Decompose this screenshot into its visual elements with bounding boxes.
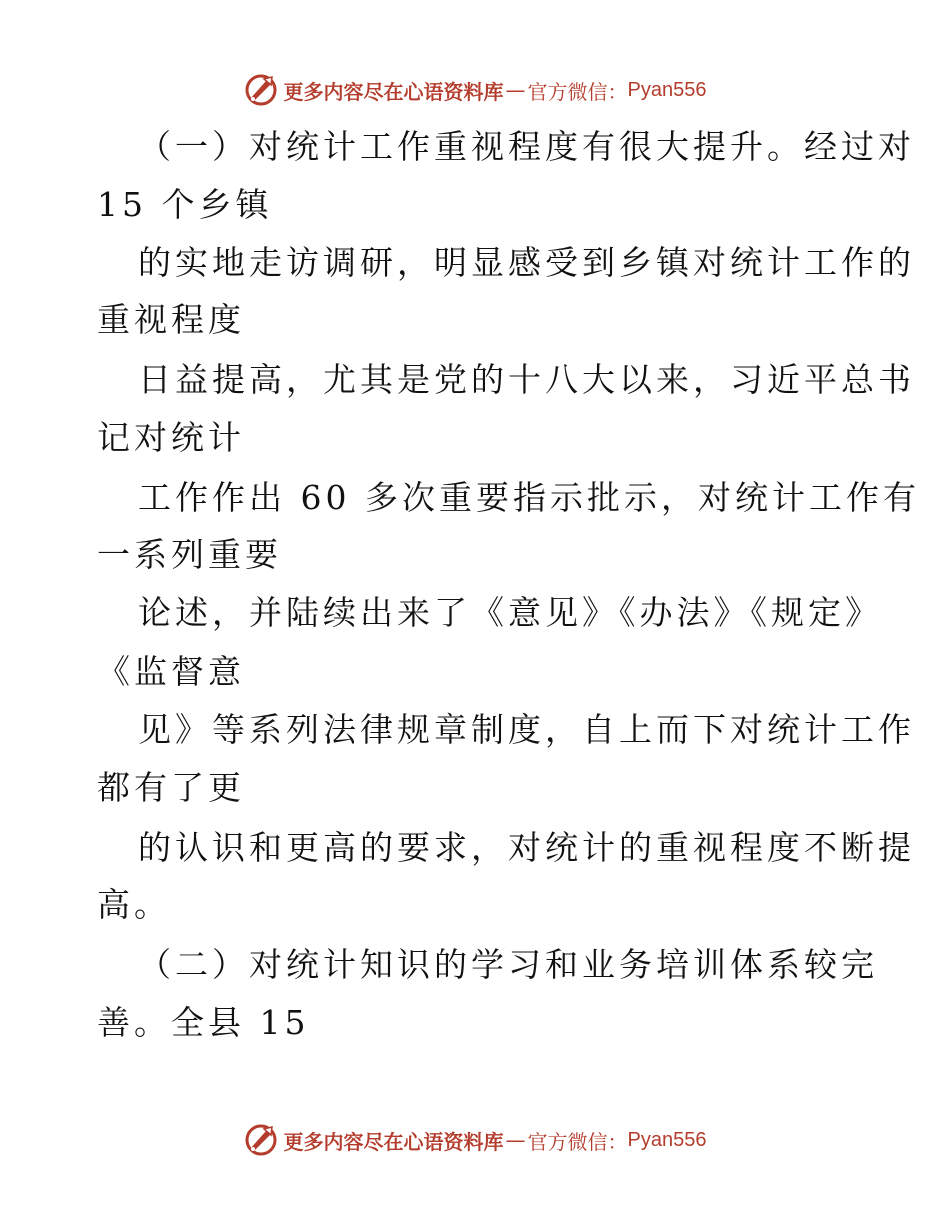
paragraph-line: 见》等系列法律规章制度，自上而下对统计工作 [138,710,915,749]
paragraph-line: 善。全县 15 [97,1003,310,1042]
footer-separator: — [505,1128,526,1152]
header-separator: — [505,78,526,102]
paragraph-line: 日益提高，尤其是党的十八大以来，习近平总书 [138,360,915,399]
paragraph-line: 《监督意 [97,652,245,691]
paragraph-line: 都有了更 [97,768,245,807]
quill-logo-icon [244,1123,278,1157]
header-wechat-account: Pyan556 [627,78,707,101]
paragraph-line: 记对统计 [97,418,245,457]
paragraph-line: （一）对统计工作重视程度有很大提升。经过对 [138,127,915,166]
paragraph-line: 工作作出 60 多次重要指示批示，对统计工作有 [138,478,920,517]
paragraph-line: 一系列重要 [97,535,282,574]
footer-banner [0,1120,950,1160]
header-wechat-label: 官方微信： [527,79,628,104]
header-banner [0,70,950,110]
header-brand-text: 更多内容尽在心语资料库 [283,79,504,104]
paragraph-line: 高。 [97,885,171,924]
footer-brand-text: 更多内容尽在心语资料库 [283,1129,504,1154]
paragraph-line: 重视程度 [97,300,245,339]
paragraph-line: 的实地走访调研，明显感受到乡镇对统计工作的 [138,243,915,282]
footer-wechat-account: Pyan556 [627,1128,707,1151]
quill-logo-icon [244,73,278,107]
paragraph-line: 论述，并陆续出来了《意见》《办法》《规定》 [138,593,882,632]
paragraph-line: 的认识和更高的要求，对统计的重视程度不断提 [138,828,915,867]
paragraph-line: （二）对统计知识的学习和业务培训体系较完 [138,945,878,984]
footer-wechat-label: 官方微信： [527,1129,628,1154]
paragraph-line: 15 个乡镇 [97,185,273,224]
